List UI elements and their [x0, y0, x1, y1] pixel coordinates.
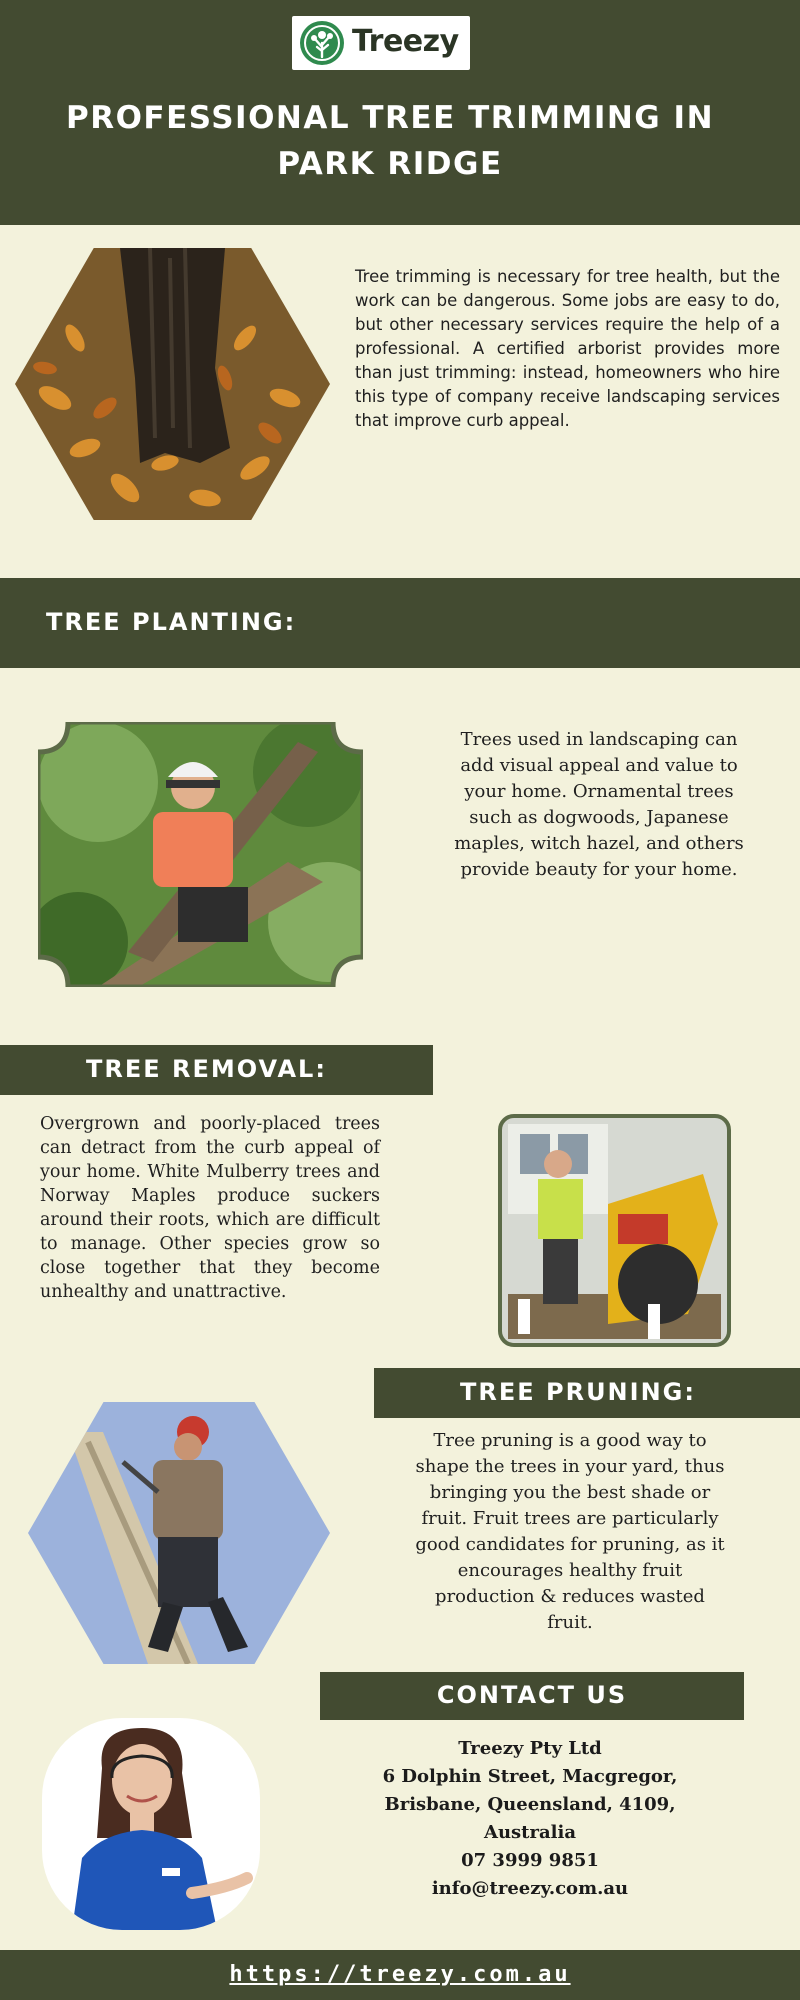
- logo-text: Treezy: [352, 24, 459, 59]
- page-title: PROFESSIONAL TREE TRIMMING IN PARK RIDGE: [65, 100, 715, 182]
- contact-details: [360, 1735, 700, 1903]
- support-agent-image: [42, 1718, 260, 1930]
- contact-title: CONTACT US: [436, 1681, 628, 1709]
- arborist-pruning-image: [28, 1402, 330, 1664]
- wood-chipper-image: [498, 1114, 731, 1347]
- logo[interactable]: [292, 16, 470, 70]
- arborist-climbing-image: [38, 722, 363, 987]
- tree-pruning-band: [374, 1368, 800, 1418]
- tree-planting-text: Trees used in landscaping can add visual appeal and value to your home. Ornamental trees such as dogwoods, Japanese maples, witch hazel, and others provide beauty for your home.: [454, 729, 744, 880]
- header: [0, 0, 800, 225]
- tree-removal-band: [0, 1045, 433, 1095]
- tree-logo-icon: [300, 21, 344, 65]
- company-name: Treezy Pty Ltd: [458, 1738, 602, 1759]
- tree-planting-title: TREE PLANTING:: [46, 608, 297, 636]
- email-address[interactable]: info@treezy.com.au: [431, 1878, 629, 1899]
- address-line-2: Brisbane, Queensland, 4109,: [384, 1794, 676, 1815]
- website-link[interactable]: https://treezy.com.au: [229, 1962, 571, 1987]
- address-line-3: Australia: [484, 1822, 576, 1843]
- intro-text: Tree trimming is necessary for tree health, but the work can be dangerous. Some jobs are easy to do, but other necessary services require the help of a professional. A certified arborist provides more than just trimming: instead, homeowners who hire this type of company receive landscaping services that improve curb appeal.: [355, 267, 780, 430]
- tree-removal-text: Overgrown and poorly-placed trees can detract from the curb appeal of your home. White Mulberry trees and Norway Maples produce suckers around their roots, which are difficult to manage. Other species grow so close together that they become unhealthy and unattractive.: [40, 1114, 380, 1302]
- contact-band: [320, 1672, 744, 1720]
- footer: [0, 1950, 800, 2000]
- tree-pruning-title: TREE PRUNING:: [460, 1378, 696, 1406]
- tree-trunk-image: [15, 248, 330, 520]
- tree-planting-band: [0, 578, 800, 668]
- tree-removal-title: TREE REMOVAL:: [86, 1055, 327, 1083]
- phone-number[interactable]: 07 3999 9851: [461, 1850, 599, 1871]
- address-line-1: 6 Dolphin Street, Macgregor,: [382, 1766, 678, 1787]
- tree-pruning-text: Tree pruning is a good way to shape the trees in your yard, thus bringing you the best shade or fruit. Fruit trees are particularly good candidates for pruning, as it encourages healthy fruit production & reduces wasted fruit.: [415, 1430, 725, 1633]
